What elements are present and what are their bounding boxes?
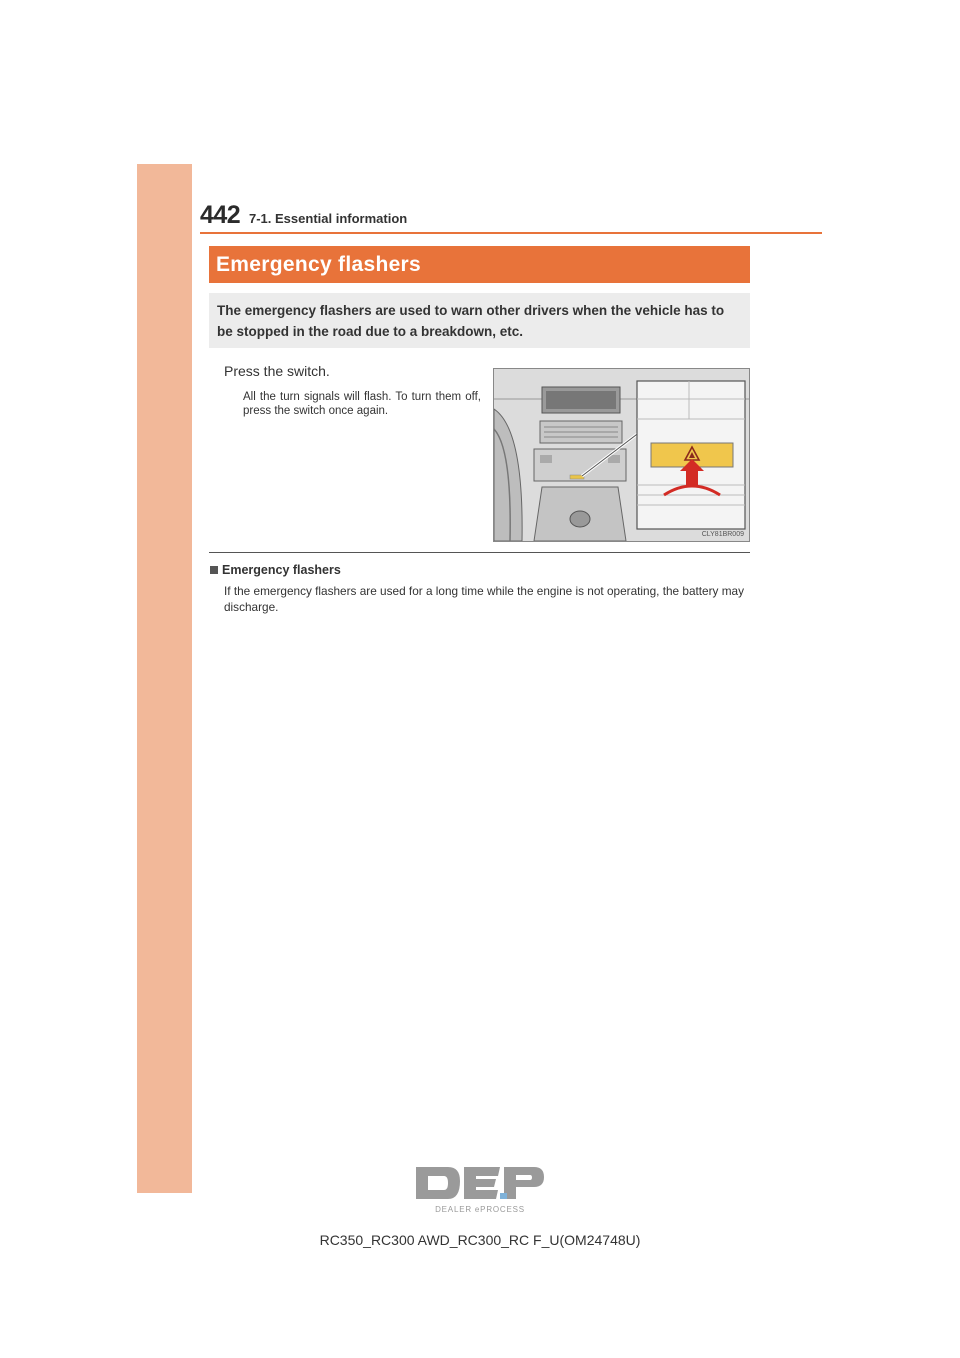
- header-rule: [200, 232, 822, 234]
- svg-text:DEALER ePROCESS: DEALER ePROCESS: [435, 1205, 525, 1214]
- note-heading-text: Emergency flashers: [222, 563, 341, 577]
- note-heading: [210, 563, 341, 577]
- step-detail: All the turn signals will flash. To turn them off, press the switch once again.: [243, 391, 481, 417]
- section-label: 7-1. Essential information: [249, 211, 408, 226]
- page-number: 442: [200, 201, 241, 229]
- step-instruction: Press the switch.: [224, 363, 330, 379]
- dealer-eprocess-logo: [414, 1165, 546, 1215]
- intro-box: The emergency flashers are used to warn other drivers when the vehicle has to be stopped in the road due to a breakdown, etc.: [209, 293, 750, 348]
- figure-code: CLY81BR009: [701, 531, 744, 538]
- side-tab: [137, 164, 192, 1193]
- section-title: Emergency flashers: [209, 246, 750, 283]
- square-bullet-icon: [210, 566, 218, 574]
- divider: [209, 552, 750, 553]
- footer-model-code: RC350_RC300 AWD_RC300_RC F_U(OM24748U): [319, 1232, 641, 1248]
- dashboard-drawing: [494, 369, 749, 541]
- note-body: If the emergency flashers are used for a long time while the engine is not operating, the battery may discharge.: [224, 584, 745, 614]
- dashboard-illustration: [493, 368, 750, 542]
